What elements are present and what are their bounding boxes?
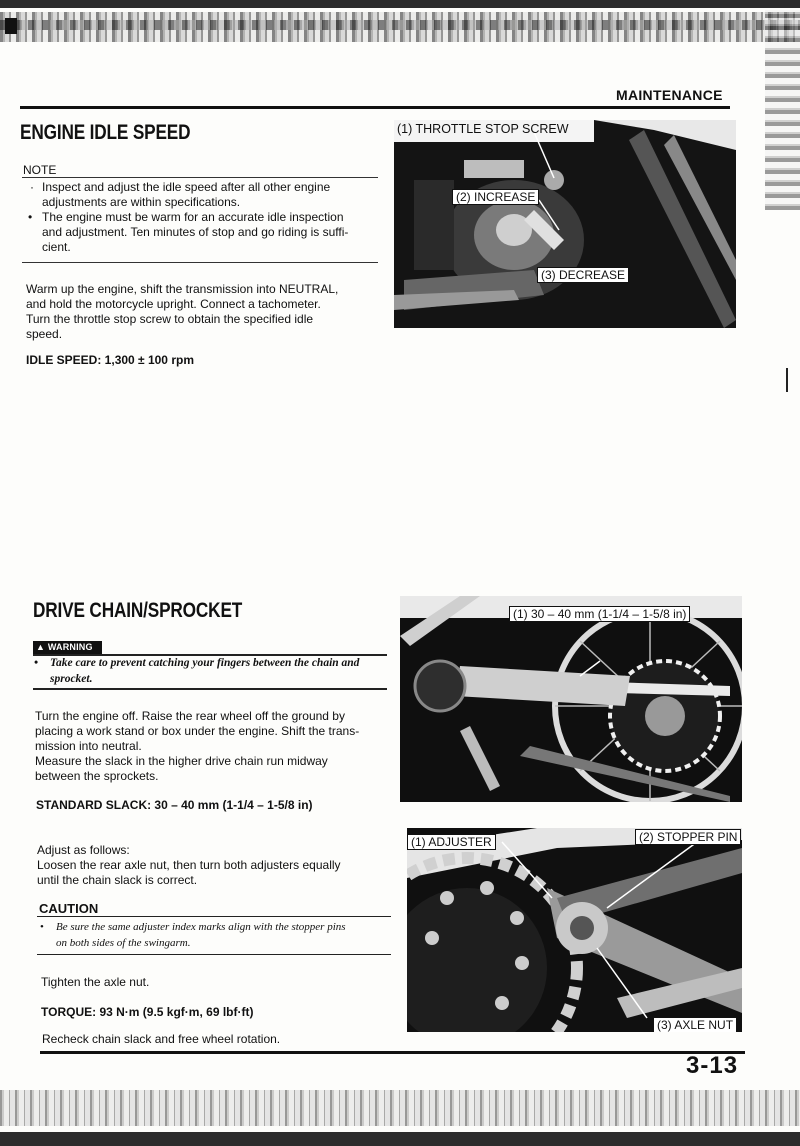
caution-top-rule (37, 916, 391, 917)
note-top-rule (22, 177, 378, 178)
chain-para-line-3: mission into neutral. (35, 739, 142, 753)
adjust-line-1: Adjust as follows: (37, 843, 130, 857)
scan-mark (5, 18, 17, 34)
callout-increase: (2) INCREASE (452, 189, 539, 205)
scan-noise-top-band (0, 20, 800, 30)
header-rule (20, 106, 730, 109)
callout-throttle-stop-screw: (1) THROTTLE STOP SCREW (397, 122, 569, 136)
note-label: NOTE (23, 163, 57, 177)
chain-para-line-5: between the sprockets. (35, 769, 159, 783)
idle-para-line-4: speed. (26, 327, 63, 341)
idle-speed-spec: IDLE SPEED: 1,300 ± 100 rpm (26, 353, 194, 367)
bullet: • (34, 657, 39, 669)
caution-label: CAUTION (39, 901, 99, 916)
warning-line-2: sprocket. (50, 673, 93, 685)
warning-line-1: Take care to prevent catching your fingers between the chain and (50, 657, 360, 669)
note-1-line-2: adjustments are within specifications. (42, 195, 241, 209)
callout-slack-range: (1) 30 – 40 mm (1-1/4 – 1-5/8 in) (509, 606, 690, 622)
note-bottom-rule (22, 262, 378, 263)
caution-line-2: on both sides of the swingarm. (56, 937, 191, 949)
caution-bottom-rule (37, 954, 391, 955)
callout-stopper-pin: (2) STOPPER PIN (635, 829, 741, 845)
idle-title: ENGINE IDLE SPEED (20, 121, 191, 144)
note-2-line-3: cient. (42, 240, 71, 254)
throttle-photo-art (394, 120, 736, 328)
caution-text (40, 919, 346, 951)
recheck-text: Recheck chain slack and free wheel rotation. (42, 1032, 281, 1046)
idle-paragraph (26, 282, 338, 342)
scan-border-bottom (0, 1132, 800, 1146)
chain-para-line-4: Measure the slack in the higher drive chain run midway (35, 754, 328, 768)
adjust-line-3: until the chain slack is correct. (37, 873, 198, 887)
note-item-1 (30, 180, 331, 210)
adjuster-photo-art (407, 828, 742, 1032)
note-1-line-1: Inspect and adjust the idle speed after all other engine (42, 180, 331, 194)
section-header: MAINTENANCE (616, 87, 723, 103)
torque-spec: TORQUE: 93 N·m (9.5 kgf·m, 69 lbf·ft) (41, 1005, 254, 1019)
warning-text (34, 655, 360, 687)
idle-para-line-2: and hold the motorcycle upright. Connect a tachometer. (26, 297, 321, 311)
chain-para-line-1: Turn the engine off. Raise the rear wheel off the ground by (35, 709, 345, 723)
warning-badge (33, 641, 102, 654)
tighten-text: Tighten the axle nut. (41, 975, 150, 989)
chain-paragraph (35, 709, 359, 784)
callout-axle-nut: (3) AXLE NUT (653, 1017, 737, 1032)
page-number: 3-13 (686, 1052, 739, 1079)
scan-noise-bottom (0, 1090, 800, 1126)
bullet: · (30, 180, 34, 194)
footer-rule (40, 1051, 745, 1054)
bullet: • (40, 921, 44, 933)
idle-para-line-3: Turn the throttle stop screw to obtain the specified idle (26, 312, 314, 326)
adjust-paragraph (37, 843, 341, 888)
chain-slack-photo-art (400, 596, 742, 802)
chain-slack-photo (400, 596, 742, 802)
note-item-2 (28, 210, 349, 255)
chain-title: DRIVE CHAIN/SPROCKET (33, 599, 243, 622)
adjuster-photo (407, 828, 742, 1032)
standard-slack-spec: STANDARD SLACK: 30 – 40 mm (1-1/4 – 1-5/8 in) (36, 798, 313, 812)
warning-bottom-rule (33, 688, 387, 690)
adjust-line-2: Loosen the rear axle nut, then turn both adjusters equally (37, 858, 341, 872)
scan-noise-right (765, 10, 800, 210)
throttle-photo (394, 120, 736, 328)
note-2-line-1: The engine must be warm for an accurate idle inspection (42, 210, 344, 224)
callout-adjuster: (1) ADJUSTER (407, 834, 496, 850)
idle-para-line-1: Warm up the engine, shift the transmission into NEUTRAL, (26, 282, 339, 296)
note-2-line-2: and adjustment. Ten minutes of stop and go riding is suffi- (42, 225, 349, 239)
warning-label: WARNING (47, 642, 93, 652)
callout-decrease: (3) DECREASE (537, 267, 629, 283)
bullet: • (28, 210, 33, 224)
scan-mark-right (786, 368, 788, 392)
caution-line-1: Be sure the same adjuster index marks align with the stopper pins (56, 921, 346, 933)
chain-para-line-2: placing a work stand or box under the engine. Shift the trans- (35, 724, 360, 738)
scan-border-top (0, 0, 800, 8)
warning-triangle-icon: ▲ (36, 642, 46, 652)
